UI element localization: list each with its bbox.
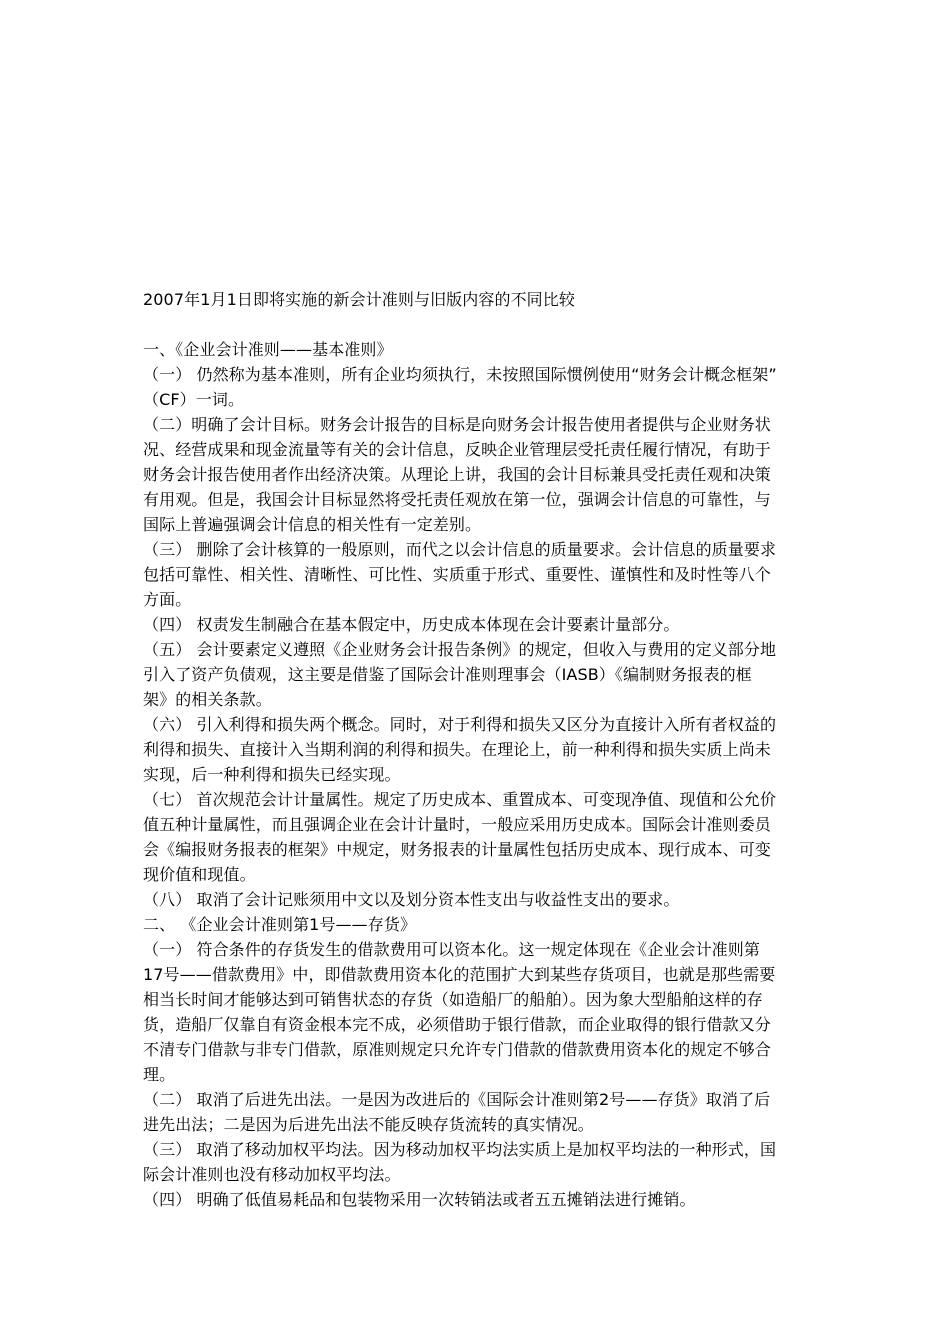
- text-line: （二）明确了会计目标。财务会计报告的目标是向财务会计报告使用者提供与企业财务状: [143, 415, 771, 434]
- text-line: （CF）一词。: [143, 390, 245, 409]
- text-line: 货，造船厂仅靠自有资金根本完不成，必须借助于银行借款，而企业取得的银行借款又分: [143, 1015, 771, 1034]
- paragraph-2-1: [143, 937, 808, 1087]
- text-line: 架》的相关条款。: [143, 690, 272, 709]
- text-line: 国际上普遍强调会计信息的相关性有一定差别。: [143, 515, 482, 534]
- text-line: （三） 取消了移动加权平均法。因为移动加权平均法实质上是加权平均法的一种形式，国: [143, 1140, 777, 1159]
- text-line: 包括可靠性、相关性、清晰性、可比性、实质重于形式、重要性、谨慎性和及时性等八个: [143, 565, 771, 584]
- text-line: （四） 明确了低值易耗品和包装物采用一次转销法或者五五摊销法进行摊销。: [143, 1190, 696, 1209]
- text-line: 17号——借款费用》中，即借款费用资本化的范围扩大到某些存货项目，也就是那些需要: [143, 965, 776, 984]
- text-line: （一） 仍然称为基本准则，所有企业均须执行，未按照国际惯例使用“财务会计概念框架”: [143, 365, 777, 384]
- paragraph-1-8: [143, 887, 808, 912]
- paragraph-1-7: [143, 787, 808, 887]
- text-line: 方面。: [143, 590, 192, 609]
- text-line: 利得和损失、直接计入当期利润的利得和损失。在理论上，前一种利得和损失实质上尚未: [143, 740, 771, 759]
- document-page: [143, 287, 808, 1212]
- text-line: 实现，后一种利得和损失已经实现。: [143, 765, 401, 784]
- text-line: （七） 首次规范会计计量属性。规定了历史成本、重置成本、可变现净值、现值和公允价: [143, 790, 777, 809]
- section-inventory-standard: [143, 912, 808, 1212]
- text-line: 进先出法；二是因为后进先出法不能反映存货流转的真实情况。: [143, 1115, 594, 1134]
- text-line: 有用观。但是，我国会计目标显然将受托责任观放在第一位，强调会计信息的可靠性，与: [143, 490, 771, 509]
- text-line: 际会计准则也没有移动加权平均法。: [143, 1165, 401, 1184]
- paragraph-1-4: [143, 612, 808, 637]
- document-title: 2007年1月1日即将实施的新会计准则与旧版内容的不同比较: [143, 290, 575, 309]
- section-heading: 二、 《企业会计准则第1号——存货》: [143, 915, 417, 934]
- text-line: （四） 权责发生制融合在基本假定中，历史成本体现在会计要素计量部分。: [143, 615, 680, 634]
- text-line: 理。: [143, 1065, 176, 1084]
- text-line: 引入了资产负债观，这主要是借鉴了国际会计准则理事会（IASB）《编制财务报表的框: [143, 665, 752, 684]
- text-line: （五） 会计要素定义遵照《企业财务会计报告条例》的规定，但收入与费用的定义部分地: [143, 640, 777, 659]
- section-basic-standard: [143, 337, 808, 912]
- paragraph-1-6: [143, 712, 808, 787]
- paragraph-2-3: [143, 1137, 808, 1187]
- paragraph-1-1: [143, 362, 808, 412]
- paragraph-2-2: [143, 1087, 808, 1137]
- text-line: （三） 删除了会计核算的一般原则，而代之以会计信息的质量要求。会计信息的质量要求: [143, 540, 777, 559]
- paragraph-1-2: [143, 412, 808, 537]
- text-line: （二） 取消了后进先出法。一是因为改进后的《国际会计准则第2号——存货》取消了后: [143, 1090, 771, 1109]
- text-line: 财务会计报告使用者作出经济决策。从理论上讲，我国的会计目标兼具受托责任观和决策: [143, 465, 771, 484]
- text-line: 值五种计量属性，而且强调企业在会计计量时，一般应采用历史成本。国际会计准则委员: [143, 815, 771, 834]
- text-line: 不清专门借款与非专门借款，原准则规定只允许专门借款的借款费用资本化的规定不够合: [143, 1040, 771, 1059]
- paragraph-2-4: [143, 1187, 808, 1212]
- text-line: （六） 引入利得和损失两个概念。同时，对于利得和损失又区分为直接计入所有者权益的: [143, 715, 777, 734]
- text-line: 现价值和现值。: [143, 865, 256, 884]
- paragraph-1-3: [143, 537, 808, 612]
- text-line: （一） 符合条件的存货发生的借款费用可以资本化。这一规定体现在《企业会计准则第: [143, 940, 760, 959]
- text-line: （八） 取消了会计记账须用中文以及划分资本性支出与收益性支出的要求。: [143, 890, 680, 909]
- text-line: 况、经营成果和现金流量等有关的会计信息，反映企业管理层受托责任履行情况，有助于: [143, 440, 771, 459]
- paragraph-1-5: [143, 637, 808, 712]
- text-line: 会《编报财务报表的框架》中规定，财务报表的计量属性包括历史成本、现行成本、可变: [143, 840, 771, 859]
- text-line: 相当长时间才能够达到可销售状态的存货（如造船厂的船舶）。因为象大型船舶这样的存: [143, 990, 763, 1009]
- section-heading: 一、《企业会计准则——基本准则》: [143, 340, 393, 359]
